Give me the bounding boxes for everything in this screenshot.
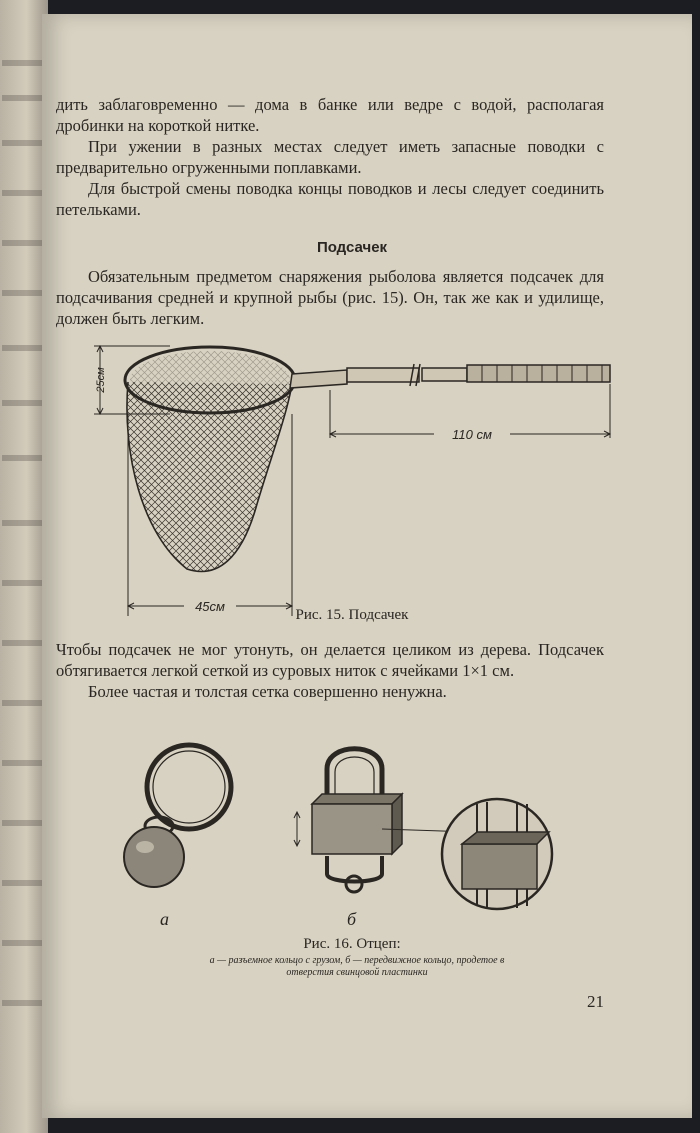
net-handle [290,364,610,388]
sliding-ring-illustration [287,734,552,909]
detail-magnifier [442,799,552,909]
dimension-width-label: 45см [195,599,225,614]
text-block-top [56,94,604,220]
figure-15-caption: Рис. 15. Подсачек [295,607,409,623]
text-block-middle [56,266,604,329]
dimension-handle-label: 110 см [452,427,492,442]
page-number: 21 [587,992,604,1011]
section-heading: Подсачек [316,239,388,256]
text-block-bottom [56,639,604,702]
dimension-handle [330,384,610,442]
left-page-edge [0,0,48,1133]
figure-16-caption: Рис. 16. Отцеп: [303,936,401,952]
dimension-height-label: 25см [95,367,107,393]
figure-16-subcaption: а — разъемное кольцо с грузом, б — передвижное кольцо, продетое в отверстия свинцовой пластинки [209,955,505,978]
split-ring-illustration [117,739,252,889]
book-page [42,14,692,1118]
figure-16-label-a: а [160,909,169,929]
lead-weight [124,827,184,887]
paragraph-3: Для быстрой смены поводка концы поводков и лесы следует соединить петельками. [56,179,604,219]
paragraph-5: Чтобы подсачек не мог утонуть, он делается целиком из дерева. Подсачек обтягивается легкой сеткой из суровых ниток с ячейками 1×1 см. [56,640,604,680]
paragraph-6: Более частая и толстая сетка совершенно ненужна. [88,682,447,701]
figure-16-label-b: б [347,909,357,929]
paragraph-2: При ужении в разных местах следует иметь запасные поводки с предварительно огруженными поплавками. [56,137,604,177]
paragraph-1: дить заблаговременно — дома в банке или ведре с водой, располагая дробинки на короткой нитке. [56,95,604,135]
landing-net-illustration [92,334,582,614]
lead-plate [312,794,402,854]
paragraph-4: Обязательным предметом снаряжения рыболова является подсачек для подсачивания средней и крупной рыбы (рис. 15). Он, так же как и удилище, должен быть легким. [56,267,604,328]
